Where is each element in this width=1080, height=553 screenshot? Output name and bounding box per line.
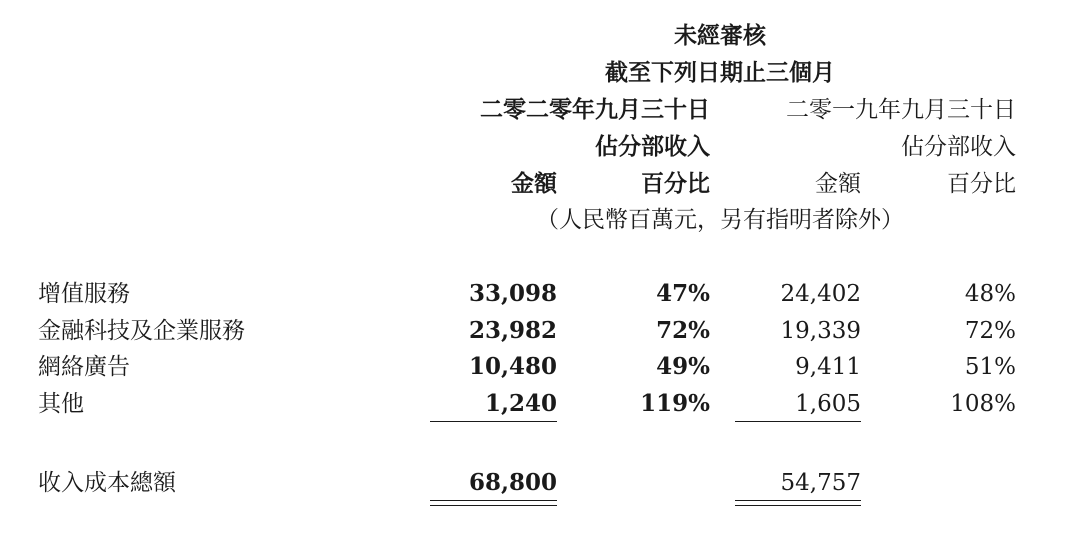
percent-2019-cell: 72% [964, 318, 1016, 344]
amount-2019-cell: 1,605 [795, 391, 861, 417]
segment-revenue-2020-heading: 佔分部收入 [595, 133, 710, 160]
row-label: 其他 [38, 391, 84, 417]
subtotal-rule-2019 [735, 421, 861, 422]
row-label: 增值服務 [38, 281, 130, 307]
total-amount-2020: 68,800 [468, 469, 557, 496]
percent-2020-cell: 119% [640, 390, 710, 417]
amount-2020-cell: 23,982 [468, 317, 557, 344]
unit-note: （人民幣百萬元，另有指明者除外） [536, 207, 904, 233]
percent-2020-heading: 百分比 [641, 170, 710, 197]
amount-2020-cell: 33,098 [468, 280, 557, 307]
total-label: 收入成本總額 [38, 470, 176, 496]
amount-2020-heading: 金額 [511, 170, 557, 197]
amount-2019-cell: 19,339 [780, 318, 861, 344]
total-amount-2019: 54,757 [780, 470, 861, 496]
amount-2019-heading: 金額 [815, 171, 861, 197]
subtotal-rule-2020 [430, 421, 557, 422]
total-double-rule-2020 [430, 500, 557, 506]
percent-2019-cell: 48% [964, 281, 1016, 307]
row-label: 網絡廣告 [38, 354, 130, 380]
percent-2019-heading: 百分比 [947, 171, 1016, 197]
date-2020-heading: 二零二零年九月三十日 [480, 96, 710, 123]
date-2019-heading: 二零一九年九月三十日 [786, 97, 1016, 123]
amount-2020-cell: 10,480 [468, 353, 557, 380]
total-double-rule-2019 [735, 500, 861, 506]
percent-2019-cell: 108% [950, 391, 1016, 417]
row-label: 金融科技及企業服務 [38, 318, 245, 344]
amount-2020-cell: 1,240 [484, 390, 557, 417]
audit-status-heading: 未經審核 [674, 22, 766, 49]
percent-2019-cell: 51% [964, 354, 1016, 380]
period-heading: 截至下列日期止三個月 [605, 59, 835, 86]
percent-2020-cell: 47% [656, 280, 710, 307]
amount-2019-cell: 9,411 [795, 354, 861, 380]
percent-2020-cell: 49% [656, 353, 710, 380]
percent-2020-cell: 72% [656, 317, 710, 344]
amount-2019-cell: 24,402 [780, 281, 861, 307]
segment-revenue-2019-heading: 佔分部收入 [901, 134, 1016, 160]
